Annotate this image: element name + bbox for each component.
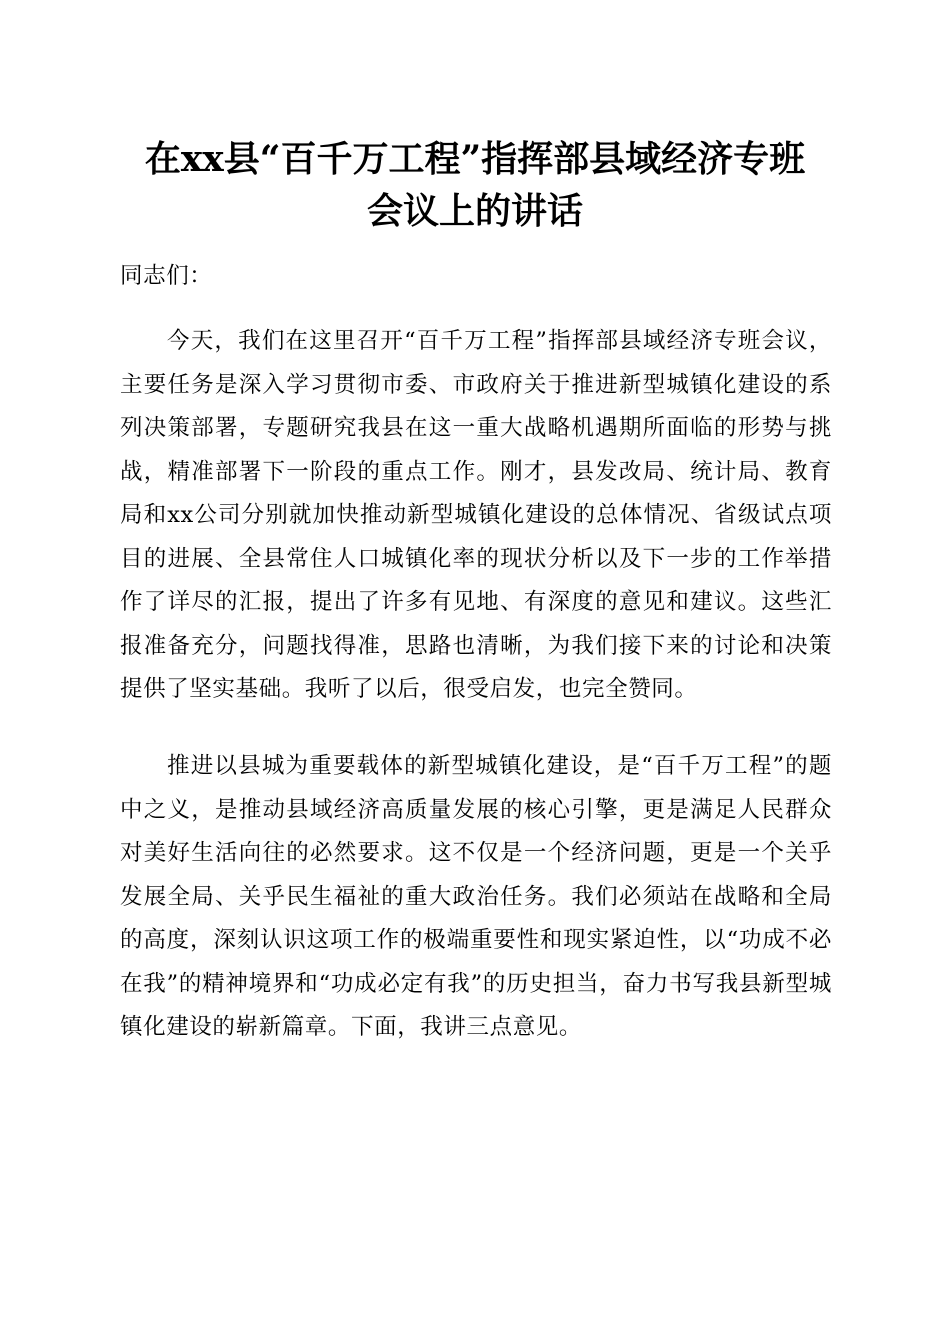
document-title-line-2: 会议上的讲话 bbox=[366, 190, 583, 232]
paragraph-1: 今天，我们在这里召开“百千万工程”指挥部县域经济专班会议，主要任务是深入学习贯彻市委、市政府关于推进新型城镇化建设的系列决策部署，专题研究我县在这一重大战略机遇期所面临的形势与挑战，精准部署下一阶段的重点工作。刚才，县发改局、统计局、教育局和xx公司分别就加快推动新型城镇化建设的总体情况、省级试点项目的进展、全县常住人口城镇化率的现状分析以及下一步的工作举措作了详尽的汇报，提出了许多有见地、有深度的意见和建议。这些汇报准备充分，问题找得准，思路也清晰，为我们接下来的讨论和决策提供了坚实基础。我听了以后，很受启发，也完全赞同。 bbox=[120, 328, 832, 702]
paragraph-2: 推进以县城为重要载体的新型城镇化建设，是“百千万工程”的题中之义，是推动县域经济高质量发展的核心引擎，更是满足人民群众对美好生活向往的必然要求。这不仅是一个经济问题，更是一个关乎发展全局、关乎民生福祉的重大政治任务。我们必须站在战略和全局的高度，深刻认识这项工作的极端重要性和现实紧迫性，以“功成不必在我”的精神境界和“功成必定有我”的历史担当，奋力书写我县新型城镇化建设的崭新篇章。下面，我讲三点意见。 bbox=[120, 753, 832, 1040]
document-title-line-1: 在xx县“百千万工程”指挥部县域经济专班 bbox=[144, 138, 806, 180]
salutation: 同志们： bbox=[120, 263, 213, 289]
